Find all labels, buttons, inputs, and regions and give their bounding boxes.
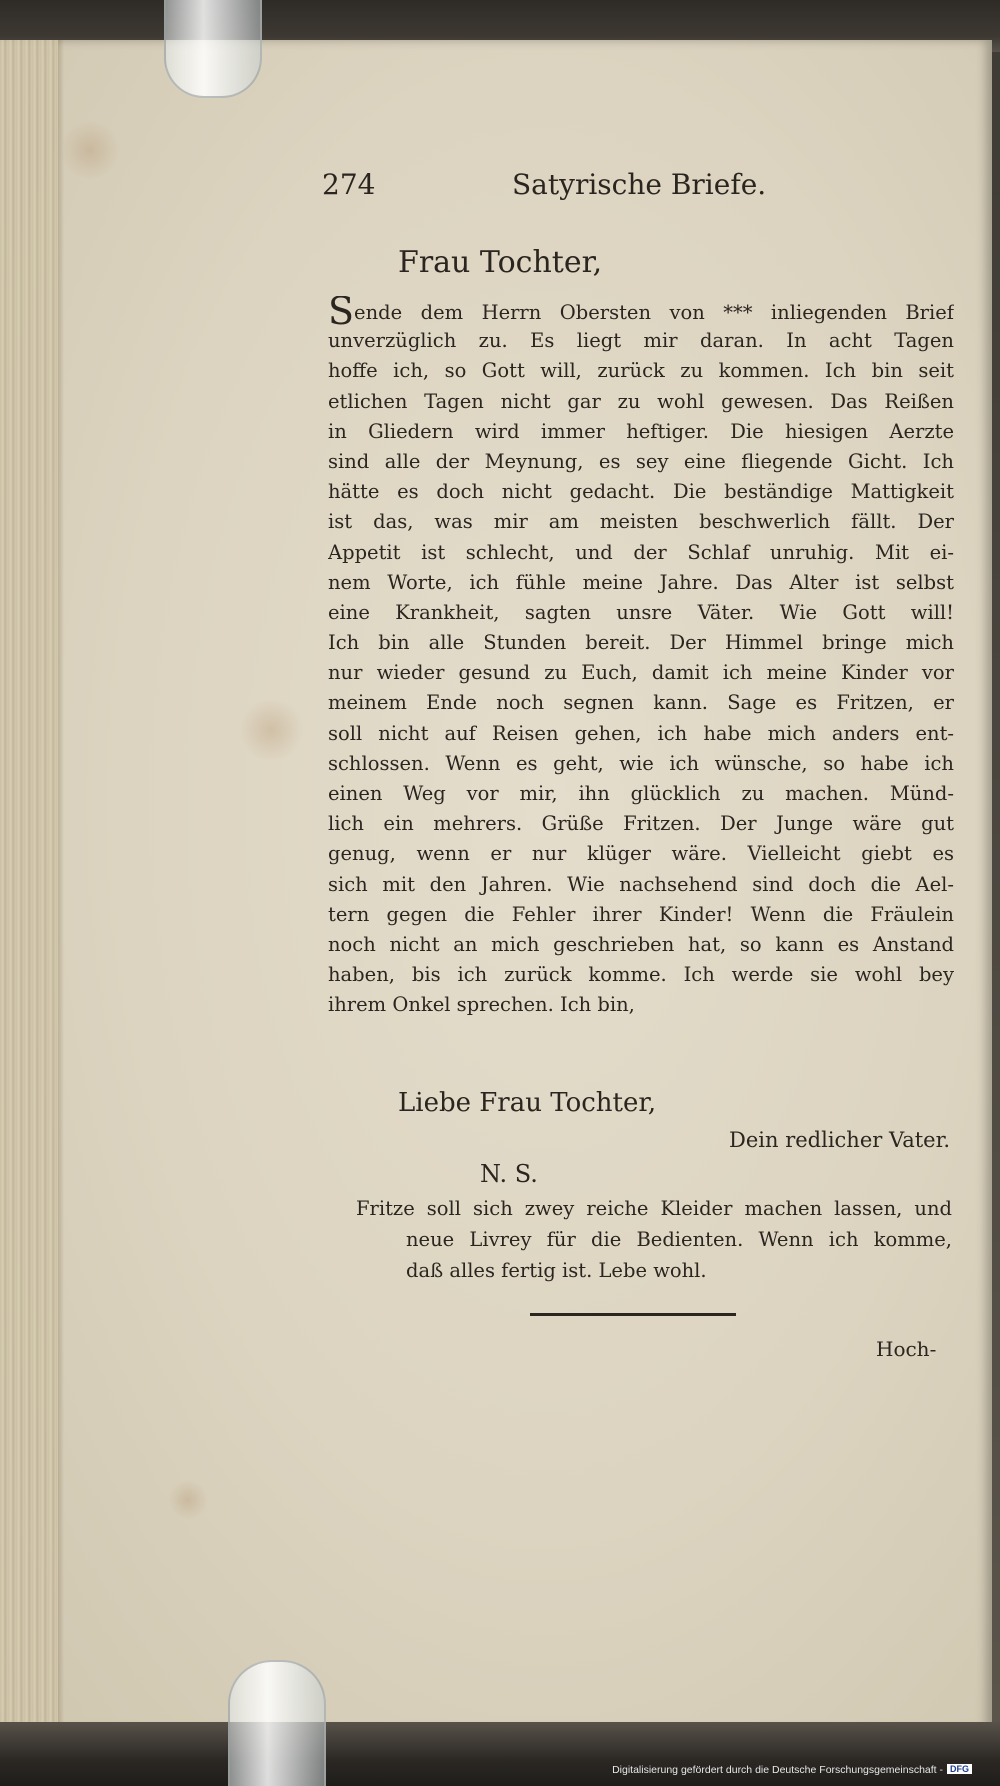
body-line: einen Weg vor mir, ihn glücklich zu machen. Münd- [328,782,954,805]
body-line: noch nicht an mich geschrieben hat, so kann es Anstand [328,932,954,956]
paper-stain [60,120,120,180]
postscript-body [356,1193,952,1286]
letter-closing: Liebe Frau Tochter, [398,1088,657,1118]
letter-salutation: Frau Tochter, [398,245,603,280]
page-holder-clip-bottom [228,1660,326,1786]
letter-signature: Dein redlicher Vater. [729,1128,950,1152]
body-line: unverzüglich zu. Es liegt mir daran. In acht Tagen [328,329,954,353]
body-line: nur wieder gesund zu Euch, damit ich meine Kinder vor [328,661,954,685]
body-line: sind alle der Meynung, es sey eine fliegende Gicht. Ich [328,449,954,473]
body-line: Sende dem Herrn Obersten von *** inliegenden Brief [328,296,954,326]
section-rule [530,1313,736,1316]
body-line: Appetit ist schlecht, und der Schlaf unruhig. Mit ei- [328,540,954,564]
postscript-line: Fritze soll sich zwey reiche Kleider machen lassen, und [356,1197,952,1220]
body-line: haben, bis ich zurück komme. Ich werde sie wohl bey [328,963,954,987]
paper-stain [168,1480,208,1520]
scanner-bottom-band [0,1722,1000,1786]
digitization-credit [612,1764,972,1776]
body-line: hätte es doch nicht gedacht. Die beständige Mattigkeit [328,480,954,504]
postscript-line: neue Livrey für die Bedienten. Wenn ich komme, [406,1228,952,1251]
body-line: schlossen. Wenn es geht, wie ich wünsche, so habe ich [328,751,954,775]
body-line: Ich bin alle Stunden bereit. Der Himmel bringe mich [328,631,954,655]
page-holder-clip-top [164,0,262,98]
body-line: lich ein mehrers. Grüße Fritzen. Der Junge wäre gut [328,812,954,836]
body-line: meinem Ende noch segnen kann. Sage es Fritzen, er [328,691,954,715]
body-line: in Gliedern wird immer heftiger. Die hiesigen Aerzte [328,419,954,443]
body-line: ist das, was mir am meisten beschwerlich fällt. Der [328,510,954,534]
body-line: sich mit den Jahren. Wie nachsehend sind doch die Ael- [328,872,954,896]
page-stack-edges [0,40,58,1730]
body-line: ihrem Onkel sprechen. Ich bin, [328,993,635,1017]
body-line: tern gegen die Fehler ihrer Kinder! Wenn die Fräulein [328,902,954,926]
postscript-line: daß alles fertig ist. Lebe wohl. [406,1259,707,1282]
paper-stain [236,700,306,760]
body-line: genug, wenn er nur klüger wäre. Vielleicht giebt es [328,842,954,866]
catchword: Hoch- [876,1337,937,1361]
letter-body [328,296,954,1021]
body-line: eine Krankheit, sagten unsre Väter. Wie Gott will! [328,600,954,624]
body-line: etlichen Tagen nicht gar zu wohl gewesen. Das Reißen [328,389,954,413]
postscript-label: N. S. [480,1160,538,1188]
credit-text: Digitalisierung gefördert durch die Deutsche Forschungsgemeinschaft - [612,1764,943,1776]
body-line: hoffe ich, so Gott will, zurück zu kommen. Ich bin seit [328,359,954,383]
body-line: soll nicht auf Reisen gehen, ich habe mich anders ent- [328,721,954,745]
drop-cap: S [328,296,355,327]
body-line: nem Worte, ich fühle meine Jahre. Das Alter ist selbst [328,570,954,594]
running-title: Satyrische Briefe. [512,168,767,201]
page-number: 274 [322,168,376,201]
dfg-logo-badge: DFG [947,1764,972,1774]
